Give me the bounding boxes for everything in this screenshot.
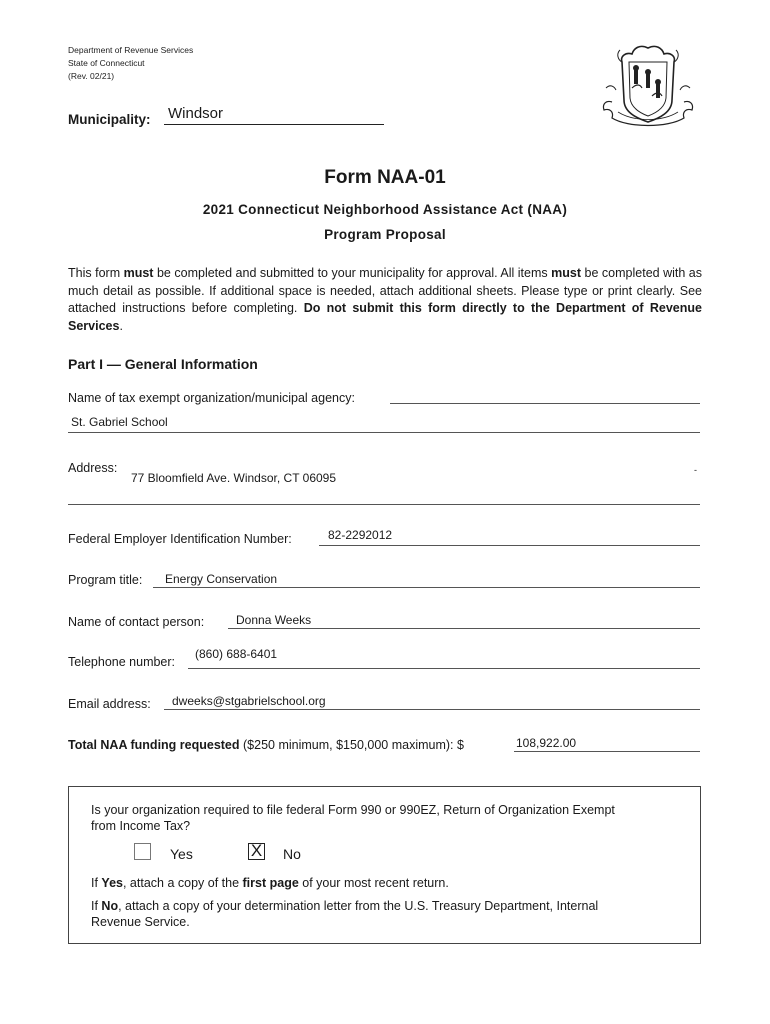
intro-text-2: be completed and submitted to your municipality for approval. All items (153, 266, 552, 280)
checked-mark-icon: X (250, 841, 263, 860)
part1-heading: Part I — General Information (68, 356, 258, 372)
fein-label: Federal Employer Identification Number: (68, 532, 292, 546)
if-yes-bold-2: first page (242, 876, 299, 890)
if-no-instruction-line-2: Revenue Service. (91, 915, 190, 929)
intro-paragraph (68, 265, 702, 335)
email-label: Email address: (68, 697, 151, 711)
contact-person-label: Name of contact person: (68, 615, 205, 629)
org-name-input[interactable] (68, 432, 700, 433)
if-no-post-1: , attach a copy of your determination letter from the U.S. Treasury Department, Internal (118, 899, 599, 913)
email-value: dweeks@stgabrielschool.org (172, 694, 326, 708)
intro-text-3: be completed with as much detail as possible. If additional space is needed, attach additional sheets. Please type or print clearly. See attached instructions before completing. (68, 266, 703, 315)
agency-name: Department of Revenue Services (68, 45, 194, 55)
revision-date: (Rev. 02/21) (68, 71, 115, 81)
program-title-label: Program title: (68, 573, 143, 587)
if-yes-mid: , attach a copy of the (122, 876, 243, 890)
address-value: 77 Bloomfield Ave. Windsor, CT 06095 (131, 471, 337, 485)
org-name-line-1 (390, 403, 700, 404)
if-yes-pre: If (91, 876, 102, 890)
address-label: Address: (68, 461, 118, 475)
org-name-value: St. Gabriel School (71, 415, 168, 429)
state-name: State of Connecticut (68, 58, 145, 68)
if-no-bold: No (101, 899, 119, 913)
address-input[interactable] (68, 504, 700, 505)
fein-value: 82-2292012 (328, 528, 393, 542)
fein-input[interactable] (319, 545, 700, 546)
yes-label: Yes (170, 846, 193, 862)
if-yes-instruction (91, 875, 449, 892)
form-subtitle: 2021 Connecticut Neighborhood Assistance Act (NAA) (202, 202, 568, 217)
funding-label (68, 738, 464, 752)
form-title: Form NAA-01 (324, 167, 446, 188)
no-label: No (283, 846, 301, 862)
email-input[interactable] (164, 709, 700, 710)
program-title-input[interactable] (153, 587, 700, 588)
municipality-label: Municipality: (68, 112, 151, 127)
question-text-line-1: Is your organization required to file federal Form 990 or 990EZ, Return of Organization Exempt (91, 803, 615, 817)
funding-label-rest: ($250 minimum, $150,000 maximum): $ (239, 738, 464, 752)
state-seal-icon (598, 40, 698, 135)
telephone-value: (860) 688-6401 (195, 647, 278, 661)
contact-person-input[interactable] (228, 628, 700, 629)
municipality-input[interactable] (164, 124, 384, 125)
intro-bold-1: must (123, 266, 154, 280)
no-checkbox[interactable] (248, 843, 265, 860)
address-mark: - (694, 465, 697, 475)
funding-input[interactable] (514, 751, 700, 752)
if-no-pre: If (91, 899, 102, 913)
contact-person-value: Donna Weeks (236, 613, 312, 627)
intro-bold-2: must (551, 266, 582, 280)
municipality-value: Windsor (168, 105, 224, 122)
telephone-input[interactable] (188, 668, 700, 669)
if-yes-bold-1: Yes (101, 876, 123, 890)
intro-bold-3: Do not submit this form directly to the Department of Revenue Services (68, 301, 702, 333)
question-text-line-2: from Income Tax? (91, 819, 191, 833)
org-name-label: Name of tax exempt organization/municipal agency: (68, 391, 355, 405)
program-title-value: Energy Conservation (165, 572, 278, 586)
telephone-label: Telephone number: (68, 655, 176, 669)
funding-label-bold: Total NAA funding requested (68, 738, 240, 752)
funding-value: 108,922.00 (516, 736, 577, 750)
if-no-instruction (91, 898, 598, 915)
form-subtitle-2: Program Proposal (324, 227, 446, 242)
intro-text-4: . (119, 318, 123, 333)
yes-checkbox[interactable] (134, 843, 151, 860)
intro-text-1: This form (68, 266, 124, 280)
if-yes-post: of your most recent return. (298, 876, 449, 890)
